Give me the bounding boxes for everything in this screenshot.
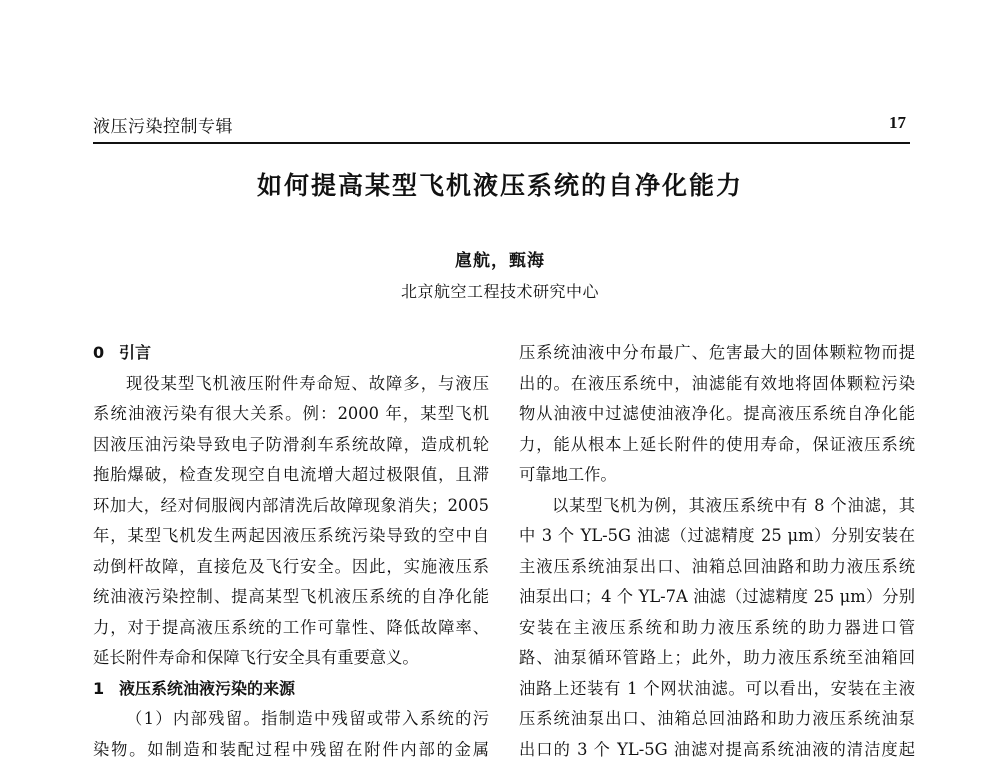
text-line: 染物。如制造和装配过程中残留在附件内部的金属 xyxy=(93,735,489,765)
text-line: 年，某型飞机发生两起因液压系统污染导致的空中自 xyxy=(93,521,489,552)
running-header xyxy=(93,112,910,138)
text-line: 路、油泵循环管路上；此外，助力液压系统至油箱回 xyxy=(519,643,915,674)
section-number: 0 xyxy=(93,338,119,369)
text-line: 动倒杆故障，直接危及飞行安全。因此，实施液压系 xyxy=(93,552,489,583)
text-line: 中 3 个 YL-5G 油滤（过滤精度 25 μm）分别安装在 xyxy=(519,521,915,552)
text-line: 压系统油泵出口、油箱总回油路和助力液压系统油泵 xyxy=(519,704,915,735)
header-rule xyxy=(93,142,910,144)
text-line: 力，对于提高液压系统的工作可靠性、降低故障率、 xyxy=(93,613,489,644)
journal-section-name: 液压污染控制专辑 xyxy=(93,112,233,137)
text-line: 压系统油液中分布最广、危害最大的固体颗粒物而提 xyxy=(519,338,915,369)
section-number: 1 xyxy=(93,674,119,705)
text-line: 出口的 3 个 YL-5G 油滤对提高系统油液的清洁度起 xyxy=(519,735,915,765)
text-line: 环加大，经对伺服阀内部清洗后故障现象消失；2005 xyxy=(93,491,489,522)
text-line: 出的。在液压系统中，油滤能有效地将固体颗粒污染 xyxy=(519,369,915,400)
section-heading-contamination-sources xyxy=(93,674,489,705)
text-line: 安装在主液压系统和助力液压系统的助力器进口管 xyxy=(519,613,915,644)
section-heading-introduction xyxy=(93,338,489,369)
text-line: 可靠地工作。 xyxy=(519,460,915,491)
text-line: 主液压系统油泵出口、油箱总回油路和助力液压系统 xyxy=(519,552,915,583)
text-line: 延长附件寿命和保障飞行安全具有重要意义。 xyxy=(93,643,489,674)
text-line: 系统油液污染有很大关系。例：2000 年，某型飞机 xyxy=(93,399,489,430)
text-line: 拖胎爆破，检查发现空自电流增大超过极限值，且滞 xyxy=(93,460,489,491)
text-line: 现役某型飞机液压附件寿命短、故障多，与液压 xyxy=(93,369,489,400)
page-number: 17 xyxy=(889,113,906,133)
text-line: 因液压油污染导致电子防滑刹车系统故障，造成机轮 xyxy=(93,430,489,461)
text-line: 油泵出口；4 个 YL-7A 油滤（过滤精度 25 μm）分别 xyxy=(519,582,915,613)
text-line: 油路上还装有 1 个网状油滤。可以看出，安装在主液 xyxy=(519,674,915,705)
text-line: 物从油液中过滤使油液净化。提高液压系统自净化能 xyxy=(519,399,915,430)
text-line: 力，能从根本上延长附件的使用寿命，保证液压系统 xyxy=(519,430,915,461)
text-line: （1）内部残留。指制造中残留或带入系统的污 xyxy=(93,704,489,735)
text-line: 以某型飞机为例，其液压系统中有 8 个油滤，其 xyxy=(519,491,915,522)
article-affiliation: 北京航空工程技术研究中心 xyxy=(0,279,1000,302)
text-line: 统油液污染控制、提高某型飞机液压系统的自净化能 xyxy=(93,582,489,613)
section-title: 引言 xyxy=(119,343,151,362)
article-title: 如何提高某型飞机液压系统的自净化能力 xyxy=(0,166,1000,202)
left-column xyxy=(93,338,489,765)
right-column xyxy=(519,338,915,765)
section-title: 液压系统油液污染的来源 xyxy=(119,679,295,698)
article-authors: 扈航，甄海 xyxy=(0,246,1000,271)
